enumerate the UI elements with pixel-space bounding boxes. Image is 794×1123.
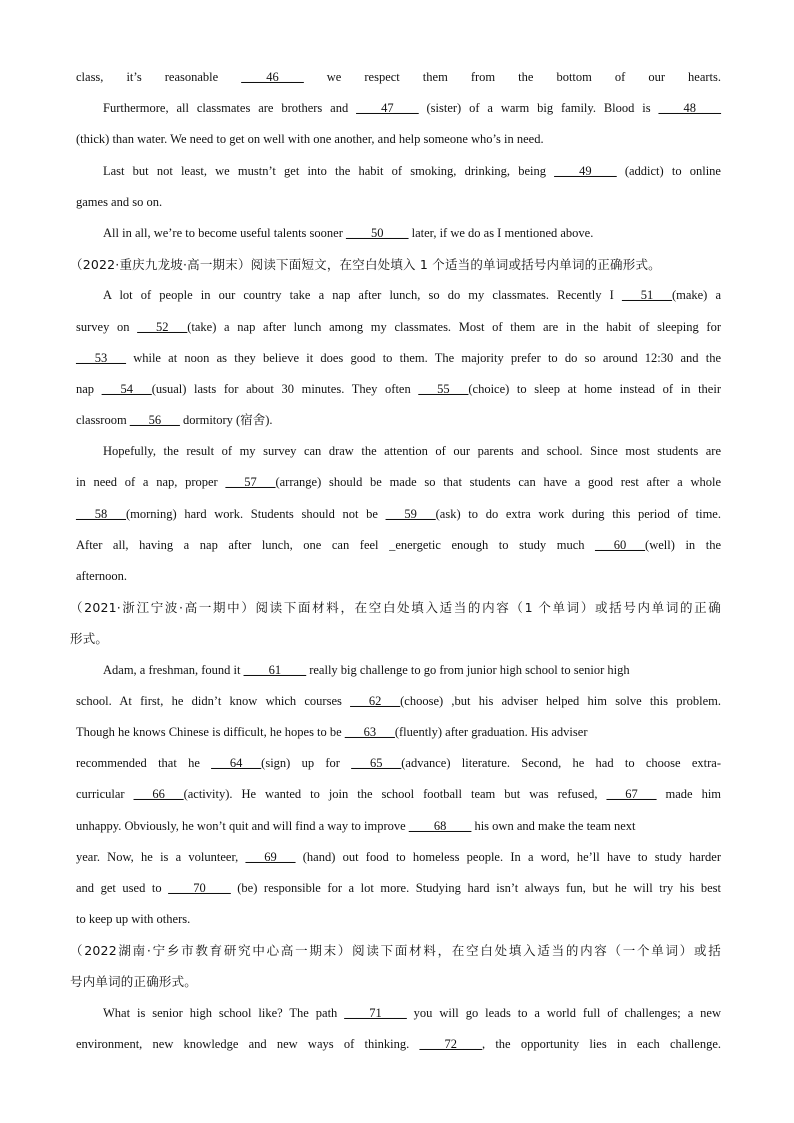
answer-blank: ___67___ [606, 787, 657, 802]
text-line [76, 187, 721, 218]
text-segment: survey on [76, 319, 138, 334]
text-segment: while at noon as they believe it does good to them. The majority prefer to do so around 12:30 and the [126, 350, 721, 365]
answer-blank: ____47____ [356, 101, 419, 116]
text-segment: (sister) of a warm big family. Blood is [418, 101, 659, 116]
text-segment: 号内单词的正确形式。 [70, 974, 198, 990]
text-segment: (fluently) after graduation. His adviser [394, 724, 588, 739]
text-segment: you will go leads to a world full of challenges; a new [406, 1005, 721, 1020]
text-line [76, 748, 721, 779]
section-instruction [70, 623, 721, 654]
document-page [70, 62, 722, 1060]
answer-blank: ___69___ [245, 849, 296, 864]
text-segment: dormitory (宿舍). [179, 413, 273, 428]
text-segment: (hand) out food to homeless people. In a word, he’ll have to study harder [295, 849, 721, 864]
answer-blank: ___63___ [344, 724, 395, 739]
text-line [76, 93, 721, 124]
text-line [76, 62, 721, 93]
answer-blank: ___58___ [76, 506, 126, 521]
text-segment: Hopefully, the result of my survey can draw the attention of our parents and school. Since most students are [103, 444, 721, 459]
text-line [76, 779, 721, 810]
text-segment: (arrange) should be made so that students can have a good rest after a whole [275, 475, 721, 490]
text-segment: (take) a nap after lunch among my classmates. Most of them are in the habit of sleeping for [187, 319, 721, 334]
text-segment: (make) a [671, 288, 721, 303]
text-segment: （2022·重庆九龙坡·高一期末）阅读下面短文，在空白处填入 1 个适当的单词或括号内单词的正确形式。 [70, 257, 661, 273]
text-segment: to keep up with others. [76, 912, 191, 927]
text-segment: nap [76, 381, 102, 396]
text-line [76, 530, 721, 561]
text-segment: （2021·浙江宁波·高一期中）阅读下面材料，在空白处填入适当的内容（1 个单词）或括号内单词的正确 [70, 600, 721, 616]
section-instruction [70, 966, 721, 997]
text-segment: After all, having a nap after lunch, one can feel _energetic enough to study much [76, 537, 596, 552]
answer-blank: ____50____ [345, 225, 409, 240]
text-line [76, 717, 721, 748]
text-line [76, 436, 721, 467]
text-segment: All in all, we’re to become useful talents sooner [103, 225, 346, 240]
text-line [76, 218, 721, 249]
answer-blank: ___57___ [225, 475, 276, 490]
answer-blank: ___55___ [418, 381, 469, 396]
text-segment: games and so on. [76, 194, 163, 209]
text-line [76, 467, 721, 498]
text-line [76, 499, 721, 530]
text-line [76, 1029, 721, 1060]
text-segment: (choose) ,but his adviser helped him solve this problem. [400, 693, 722, 708]
text-segment: recommended that he [76, 756, 212, 771]
text-segment: later, if we do as I mentioned above. [408, 225, 594, 240]
text-segment: (well) in the [645, 537, 721, 552]
text-segment: (activity). He wanted to join the school football team but was refused, [183, 787, 607, 802]
answer-blank: ___62___ [350, 693, 401, 708]
text-line [76, 873, 721, 904]
text-line [76, 312, 721, 343]
answer-blank: ___66___ [133, 787, 184, 802]
text-segment: (choice) to sleep at home instead of in their [468, 381, 721, 396]
text-segment: (be) responsible for a lot more. Studying hard isn’t always fun, but he will try his best [230, 880, 721, 895]
answer-blank: ____72____ [419, 1036, 482, 1051]
text-segment: (addict) to online [616, 163, 721, 178]
answer-blank: ___65___ [351, 756, 402, 771]
text-line [76, 343, 721, 374]
answer-blank: ____70____ [168, 880, 231, 895]
text-segment: Last but not least, we mustn’t get into the habit of smoking, drinking, being [103, 163, 555, 178]
answer-blank: ____46____ [241, 70, 304, 84]
text-segment: unhappy. Obviously, he won’t quit and will find a way to improve [76, 818, 409, 833]
text-segment: in need of a nap, proper [76, 475, 226, 490]
text-segment: (ask) to do extra work during this period of time. [435, 506, 721, 521]
text-line [76, 904, 721, 935]
answer-blank: ___56___ [129, 413, 180, 428]
answer-blank: ___51___ [621, 288, 672, 303]
text-segment: A lot of people in our country take a nap after lunch, so do my classmates. Recently I [103, 288, 622, 303]
text-line [76, 156, 721, 187]
text-segment: really big challenge to go from junior high school to senior high [306, 662, 630, 677]
answer-blank: ___60___ [595, 537, 646, 552]
answer-blank: ___59___ [385, 506, 436, 521]
answer-blank: ____68____ [408, 818, 472, 833]
text-line [76, 124, 721, 155]
text-segment: (thick) than water. We need to get on well with one another, and help someone who’s in need. [76, 132, 544, 147]
text-segment: (usual) lasts for about 30 minutes. They often [151, 381, 419, 396]
text-segment: Though he knows Chinese is difficult, he hopes to be [76, 724, 345, 739]
answer-blank: ___52___ [137, 319, 188, 334]
text-line [76, 842, 721, 873]
text-line [76, 561, 721, 592]
section-instruction [70, 592, 721, 623]
text-line [76, 374, 721, 405]
text-segment: （2022湖南·宁乡市教育研究中心高一期末）阅读下面材料，在空白处填入适当的内容（一个单词）或括 [70, 943, 721, 959]
text-segment: Furthermore, all classmates are brothers and [103, 101, 357, 116]
text-line [76, 811, 721, 842]
text-segment: curricular [76, 787, 134, 802]
text-segment: and get used to [76, 880, 169, 895]
answer-blank: ___64___ [211, 756, 262, 771]
text-line [76, 655, 721, 686]
section-instruction [70, 935, 721, 966]
text-segment: made him [656, 787, 722, 802]
text-segment: What is senior high school like? The path [103, 1005, 345, 1020]
text-segment: (morning) hard work. Students should not be [126, 506, 386, 521]
text-line [76, 405, 721, 436]
text-segment: , the opportunity lies in each challenge. [481, 1036, 721, 1051]
answer-blank: ___54___ [101, 381, 152, 396]
answer-blank: ____71____ [344, 1005, 407, 1020]
text-segment: his own and make the team next [471, 818, 636, 833]
answer-blank: ____48____ [658, 101, 722, 116]
answer-blank: ____61____ [243, 662, 307, 677]
text-line [76, 998, 721, 1029]
text-segment: year. Now, he is a volunteer, [76, 849, 246, 864]
text-segment: classroom [76, 413, 130, 428]
text-segment: 形式。 [70, 631, 109, 647]
text-segment: school. At first, he didn’t know which courses [76, 693, 351, 708]
text-line [76, 686, 721, 717]
text-segment: (sign) up for [261, 756, 352, 771]
text-line [76, 280, 721, 311]
text-segment: (advance) literature. Second, he had to choose extra- [401, 756, 721, 771]
section-instruction [70, 249, 721, 280]
text-segment: environment, new knowledge and new ways of thinking. [76, 1036, 420, 1051]
answer-blank: ____49____ [554, 163, 617, 178]
text-segment: Adam, a freshman, found it [103, 662, 244, 677]
text-segment: class, it’s reasonable [76, 70, 242, 84]
answer-blank: ___53___ [76, 350, 126, 365]
text-segment: afternoon. [76, 569, 128, 583]
text-segment: we respect them from the bottom of our hearts. [303, 70, 722, 84]
